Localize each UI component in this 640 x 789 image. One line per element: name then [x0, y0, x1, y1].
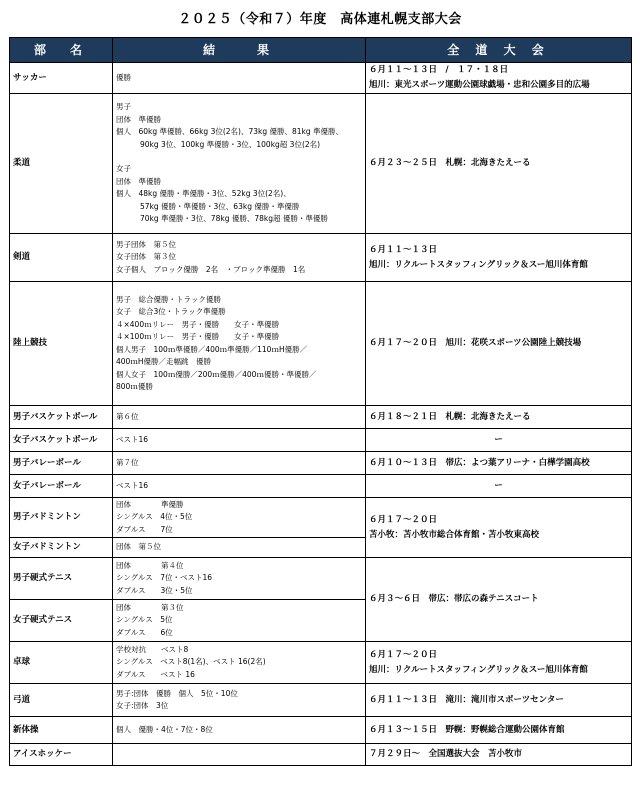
result-cell: 第７位 — [113, 452, 366, 475]
sport-name: 女子硬式テニス — [10, 600, 113, 642]
tournament-cell: ６月１１～１３日 旭川：リクルートスタッフィングリック＆スー旭川体育館 — [366, 234, 632, 282]
sport-name: サッカー — [10, 63, 113, 94]
result-cell — [113, 744, 366, 766]
result-cell: 個人 優勝・4位・7位・8位 — [113, 717, 366, 744]
header-row — [10, 38, 632, 63]
result-cell: 学校対抗 ベスト8 シングルス ベスト8(1名)、ベスト 16(2名) ダブルス ベスト 16 — [113, 642, 366, 684]
table-row — [10, 63, 632, 94]
header-tournament: 全 道 大 会 — [366, 38, 632, 63]
sport-name: 男子バドミントン — [10, 498, 113, 538]
tournament-cell: ６月１３～１５日 野幌：野幌総合運動公園体育館 — [366, 717, 632, 744]
tournament-cell: ６月１１～１３日 滝川：滝川市スポーツセンター — [366, 684, 632, 717]
result-cell: 団体 準優勝 シングルス 4位・5位 ダブルス 7位 — [113, 498, 366, 538]
result-cell: 男子:団体 優勝 個人 5位・10位 女子:団体 3位 — [113, 684, 366, 717]
tournament-cell: ６月１０～１３日 帯広：よつ葉アリーナ・白樺学園高校 — [366, 452, 632, 475]
page-title: ２０２５（令和７）年度 高体連札幌支部大会 — [178, 12, 462, 27]
result-cell: 男子 総合優勝・トラック優勝 女子 総合3位・トラック準優勝 ４×400ｍリレー 男子・優勝 女子・準優勝 ４×100ｍリレー 男子・優勝 女子・準優勝 個人男子 100ｍ準優勝／400ｍ準優勝／110ｍH優勝／ 400ｍH優勝／走幅跳 優勝 個人女子 100ｍ優勝／200ｍ優勝／400ｍ優勝・準優勝／ 800ｍ優勝 — [113, 282, 366, 406]
table-row — [10, 642, 632, 684]
sport-name: 弓道 — [10, 684, 113, 717]
header-result: 結 果 — [113, 38, 366, 63]
result-cell: 団体 第５位 — [113, 538, 366, 558]
sport-name: 男子バレーボール — [10, 452, 113, 475]
sport-name: 卓球 — [10, 642, 113, 684]
table-row — [10, 717, 632, 744]
result-cell: ベスト16 — [113, 429, 366, 452]
sport-name: 剣道 — [10, 234, 113, 282]
table-row — [10, 475, 632, 498]
tournament-cell: ６月１７～２０日 旭川：花咲スポーツ公園陸上競技場 — [366, 282, 632, 406]
tournament-cell: ６月２３～２５日 札幌：北海きたえーる — [366, 94, 632, 234]
table-row — [10, 406, 632, 429]
sport-name: 陸上競技 — [10, 282, 113, 406]
table-row — [10, 744, 632, 766]
result-cell: 第６位 — [113, 406, 366, 429]
table-row — [10, 282, 632, 406]
table-row — [10, 94, 632, 234]
sport-name: 男子バスケットボール — [10, 406, 113, 429]
tournament-cell: ６月１１～１３日 / １７・１８日 旭川：東光スポーツ運動公園球戯場・忠和公園多目的広場 — [366, 63, 632, 94]
sport-name: アイスホッケー — [10, 744, 113, 766]
tournament-cell: ６月３～６日 帯広：帯広の森テニスコート — [366, 558, 632, 642]
table-row — [10, 684, 632, 717]
result-cell: 男子 団体 準優勝 個人 60kg 準優勝、66kg 3位(2名)、73kg 優勝、81kg 準優勝、 90kg 3位、100kg 準優勝・3位、100kg超 3位(2名) 女子 団体 準優勝 個人 48kg 優勝・準優勝・3位、52kg 3位(2名)、 57kg 優勝・準優勝・3位、63kg 優勝・準優勝 70kg 準優勝・3位、78kg 優勝、78kg超 優勝・準優勝 — [113, 94, 366, 234]
table-row — [10, 429, 632, 452]
tournament-cell: ー — [366, 475, 632, 498]
tournament-cell: ６月１７～２０日 苫小牧：苫小牧市総合体育館・苫小牧東高校 — [366, 498, 632, 558]
sport-name: 新体操 — [10, 717, 113, 744]
result-cell: 団体 第４位 シングルス 7位・ベスト16 ダブルス 3位・5位 — [113, 558, 366, 600]
header-sport: 部 名 — [10, 38, 113, 63]
table-row — [10, 234, 632, 282]
results-table — [9, 37, 632, 766]
sport-name: 男子硬式テニス — [10, 558, 113, 600]
result-cell: ベスト16 — [113, 475, 366, 498]
tournament-cell: ６月１７～２０日 旭川：リクルートスタッフィングリック＆スー旭川体育館 — [366, 642, 632, 684]
table-row — [10, 452, 632, 475]
tournament-cell: ６月１８～２１日 札幌：北海きたえーる — [366, 406, 632, 429]
result-cell: 男子団体 第５位 女子団体 第３位 女子個人 ブロック優勝 2名 ・ブロック準優勝 1名 — [113, 234, 366, 282]
sport-name: 女子バレーボール — [10, 475, 113, 498]
tournament-cell: ７月２９日～ 全国選抜大会 苫小牧市 — [366, 744, 632, 766]
sport-name: 女子バドミントン — [10, 538, 113, 558]
tournament-cell: ー — [366, 429, 632, 452]
result-cell: 優勝 — [113, 63, 366, 94]
sport-name: 女子バスケットボール — [10, 429, 113, 452]
table-row — [10, 558, 632, 600]
result-cell: 団体 第３位 シングルス 5位 ダブルス 6位 — [113, 600, 366, 642]
table-row — [10, 498, 632, 538]
sport-name: 柔道 — [10, 94, 113, 234]
